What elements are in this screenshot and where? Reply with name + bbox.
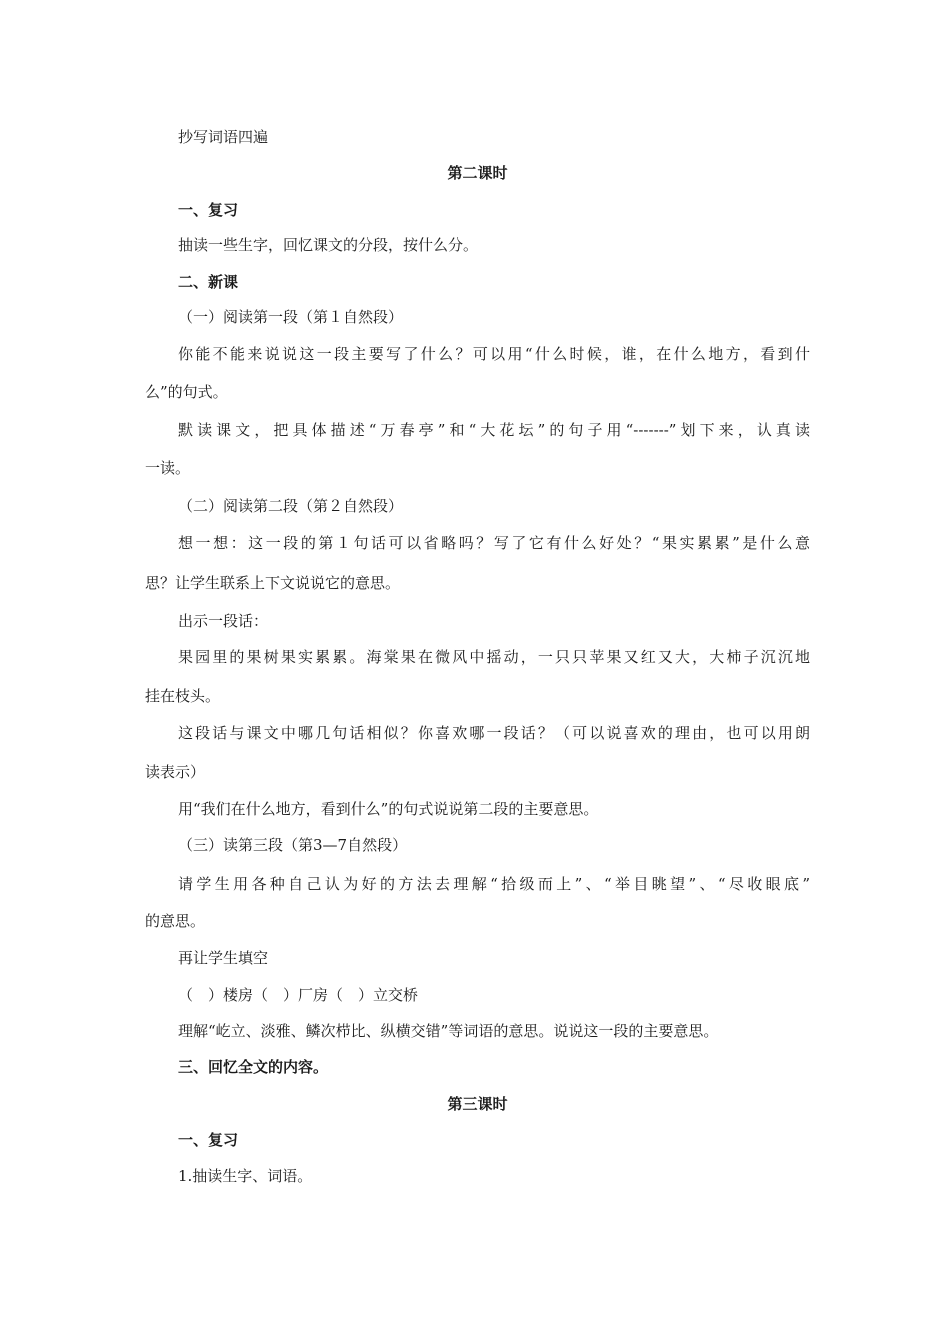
section-new-lesson-heading: 二、新课	[178, 273, 239, 291]
copy-words-instruction: 抄写词语四遍	[178, 128, 269, 146]
paragraph: 理解“屹立、淡雅、鳞次栉比、纵横交错”等词语的意思。说说这一段的主要意思。	[178, 1022, 719, 1040]
paragraph: 抽读一些生字，回忆课文的分段，按什么分。	[178, 236, 479, 254]
paragraph-continuation: 的意思。	[145, 912, 206, 930]
paragraph: 再让学生填空	[178, 949, 269, 967]
paragraph: 默读课文，把具体描述“万春亭”和“大花坛”的句子用“-------”划下来，认真读	[178, 421, 810, 439]
subsection-heading: （三）读第三段（第3—7自然段）	[178, 836, 408, 854]
paragraph-continuation: 思？让学生联系上下文说说它的意思。	[145, 574, 401, 592]
paragraph: 想一想：这一段的第１句话可以省略吗？写了它有什么好处？“果实累累”是什么意	[178, 534, 810, 552]
section-recall-heading: 三、回忆全文的内容。	[178, 1058, 329, 1076]
section-review-heading: 一、复习	[178, 1131, 239, 1149]
lesson-three-heading: 第三课时	[447, 1095, 508, 1113]
paragraph-continuation: 么”的句式。	[145, 383, 228, 401]
subsection-heading: （一）阅读第一段（第１自然段）	[178, 308, 404, 326]
list-item: 1.抽读生字、词语。	[178, 1167, 313, 1185]
lesson-two-heading: 第二课时	[447, 164, 508, 182]
subsection-heading: （二）阅读第二段（第２自然段）	[178, 497, 404, 515]
paragraph: 出示一段话：	[178, 612, 269, 630]
paragraph: 你能不能来说说这一段主要写了什么？可以用“什么时候，谁，在什么地方，看到什	[178, 345, 810, 363]
paragraph: 果园里的果树果实累累。海棠果在微风中摇动，一只只苹果又红又大，大柿子沉沉地	[178, 648, 810, 666]
paragraph-continuation: 一读。	[145, 459, 191, 477]
paragraph: 用“我们在什么地方，看到什么”的句式说说第二段的主要意思。	[178, 800, 599, 818]
paragraph-continuation: 读表示）	[145, 763, 206, 781]
fill-in-blank: （ ）楼房（ ）厂房（ ）立交桥	[178, 986, 419, 1004]
paragraph-continuation: 挂在枝头。	[145, 687, 221, 705]
section-review-heading: 一、复习	[178, 201, 239, 219]
paragraph: 请学生用各种自己认为好的方法去理解“拾级而上”、“举目眺望”、“尽收眼底”	[178, 875, 810, 893]
paragraph: 这段话与课文中哪几句话相似？你喜欢哪一段话？（可以说喜欢的理由，也可以用朗	[178, 724, 810, 742]
